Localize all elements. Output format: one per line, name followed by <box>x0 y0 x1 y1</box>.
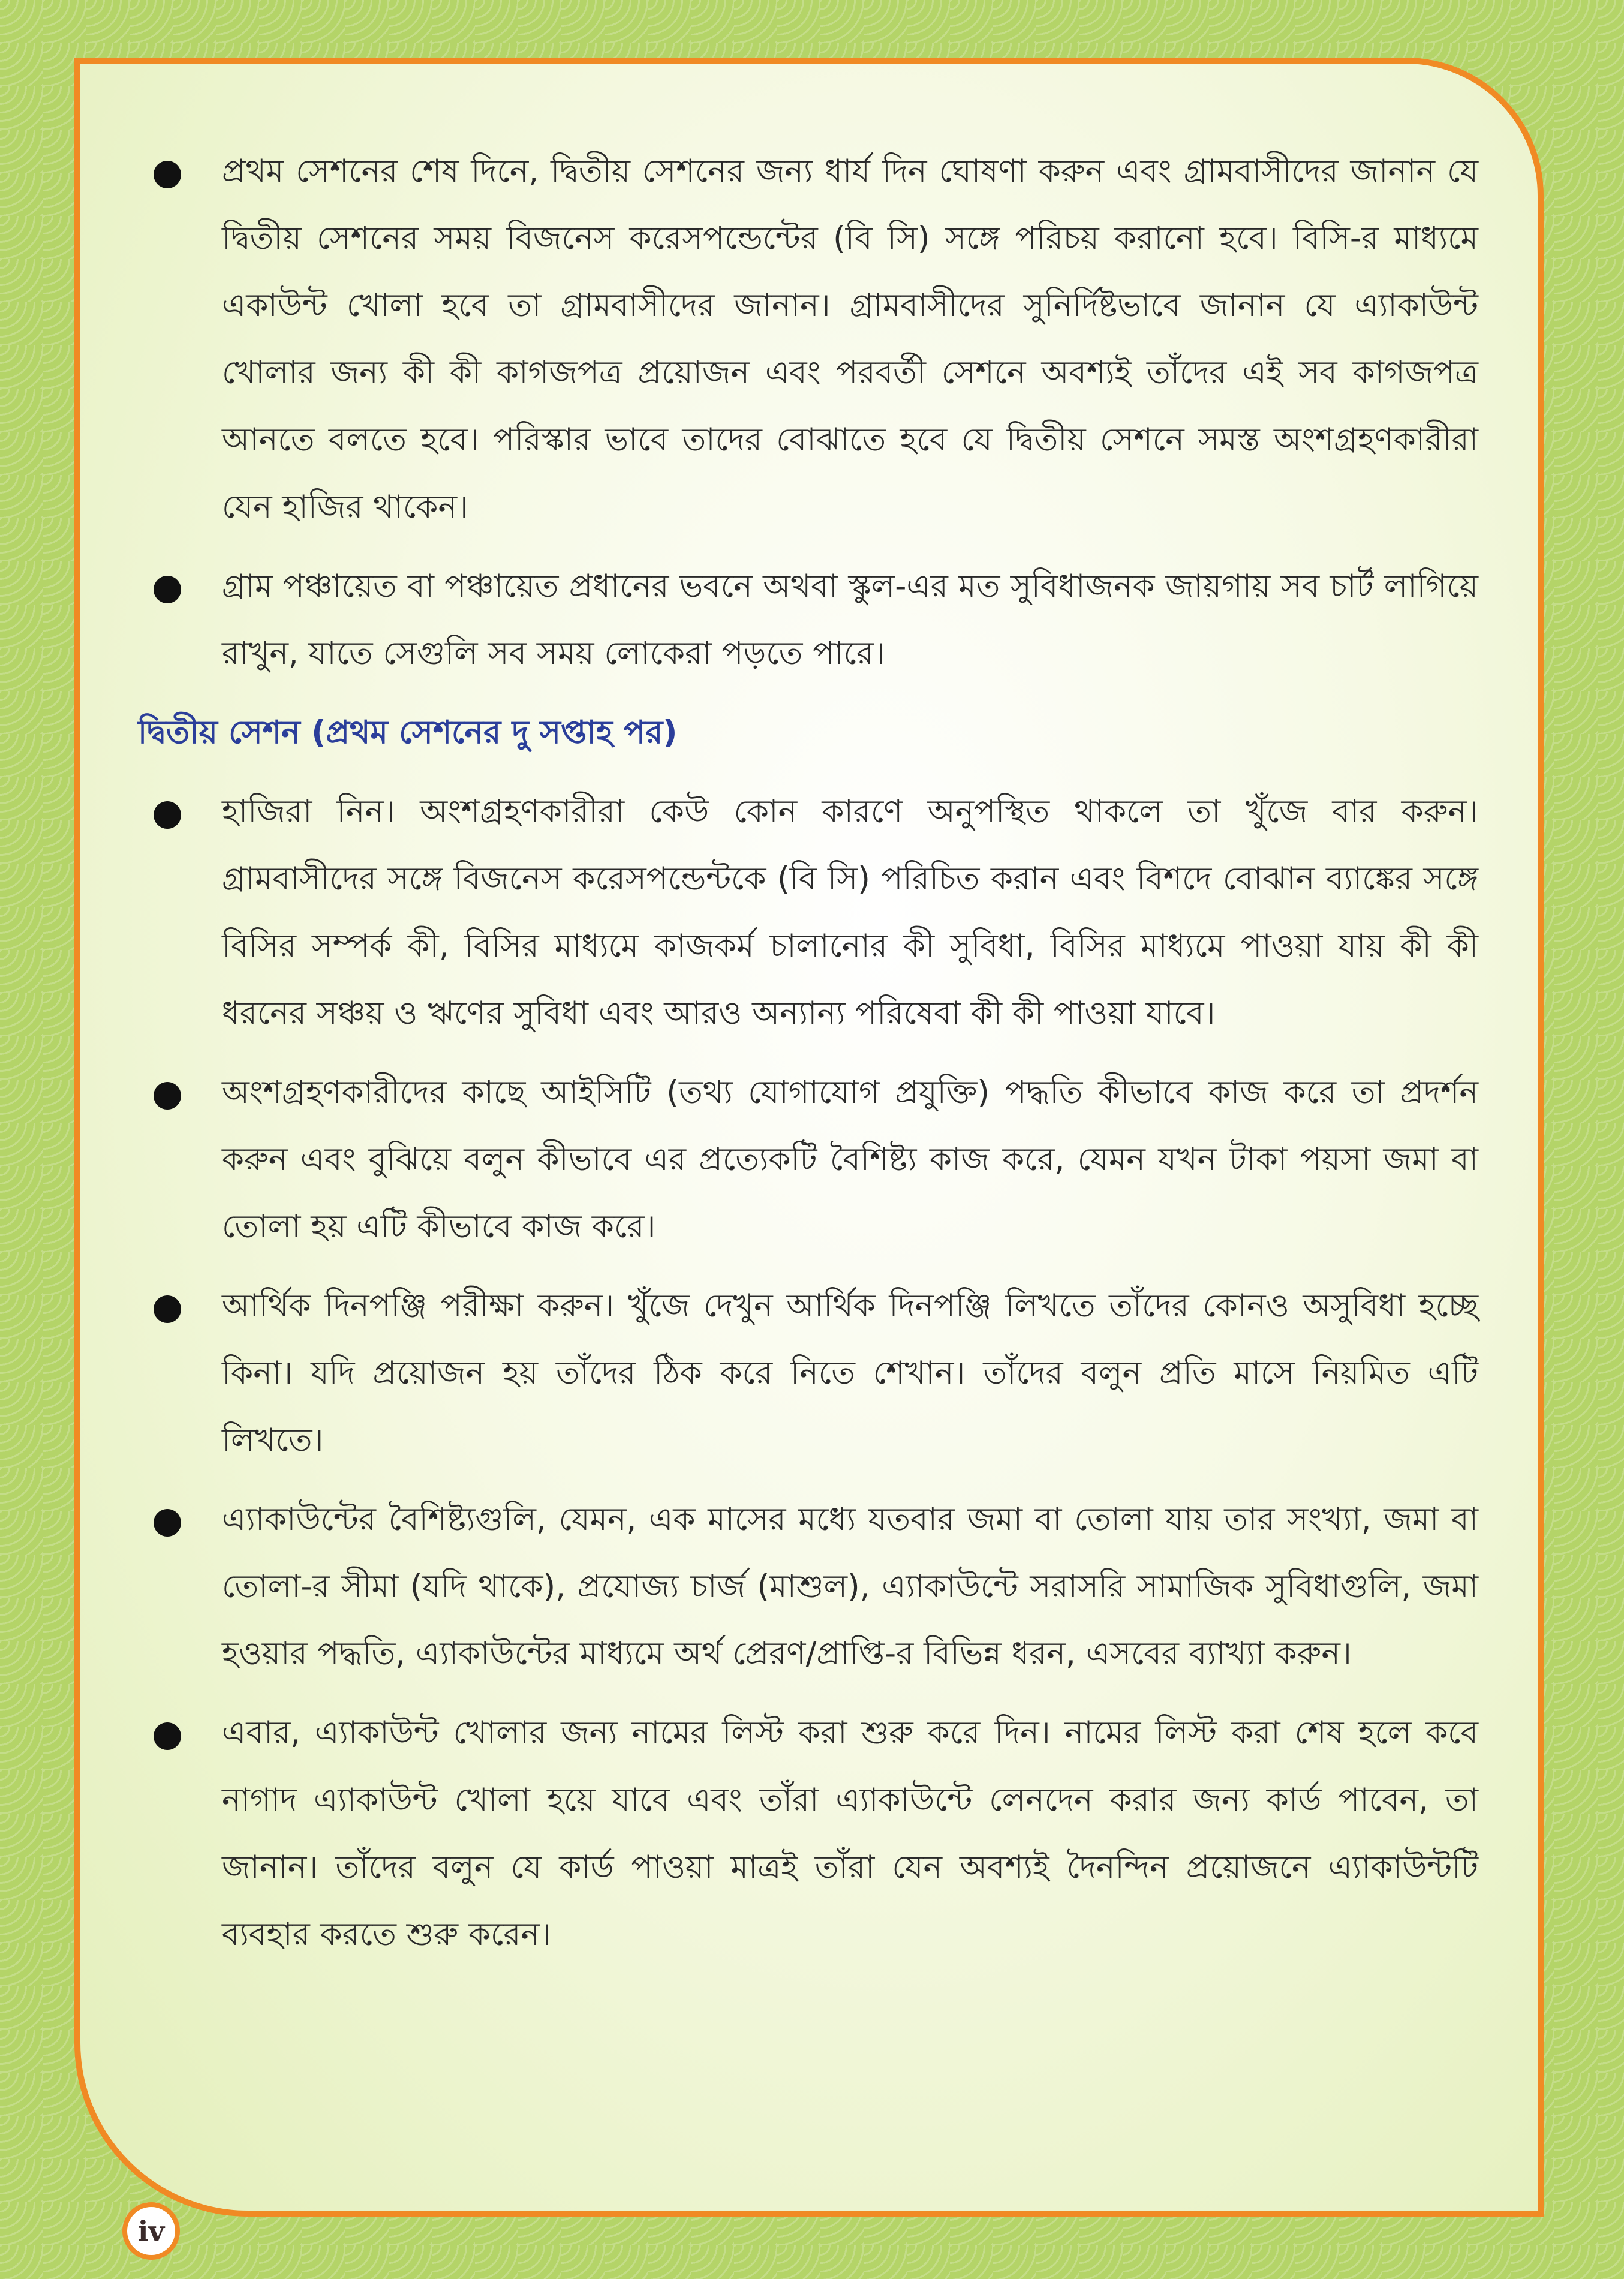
section-heading: দ্বিতীয় সেশন (প্রথম সেশনের দু সপ্তাহ পর) <box>138 714 678 751</box>
bullet-text: এ্যাকাউন্টের বৈশিষ্ট্যগুলি, যেমন, এক মাসের মধ্যে যতবার জমা বা তোলা যায় তার সংখ্যা, জমা বা তোলা-র সীমা (যদি থাকে), প্রযোজ্য চার্জ (মাশুল), এ্যাকাউন্টে সরাসরি সামাজিক সুবিধাগুলি, জমা হওয়ার পদ্ধতি, এ্যাকাউন্টের মাধ্যমে অর্থ প্রেরণ/প্রাপ্তি-র বিভিন্ন ধরন, এসবের ব্যাখ্যা করুন। <box>222 1501 1478 1672</box>
list-item <box>138 1700 1478 1968</box>
bullet-text: হাজিরা নিন। অংশগ্রহণকারীরা কেউ কোন কারণে অনুপস্থিত থাকলে তা খুঁজে বার করুন। গ্রামবাসীদের সঙ্গে বিজনেস করেসপন্ডেন্টকে (বি সি) পরিচিত করান এবং বিশদে বোঝান ব্যাঙ্কের সঙ্গে বিসির সম্পর্ক কী, বিসির মাধ্যমে কাজকর্ম চালানোর কী সুবিধা, বিসির মাধ্যমে পাওয়া যায় কী কী ধরনের সঞ্চয় ও ঋণের সুবিধা এবং আরও অন্যান্য পরিষেবা কী কী পাওয়া যাবে। <box>222 793 1478 1032</box>
bullet-text: প্রথম সেশনের শেষ দিনে, দ্বিতীয় সেশনের জন্য ধার্য দিন ঘোষণা করুন এবং গ্রামবাসীদের জানান যে দ্বিতীয় সেশনের সময় বিজনেস করেসপন্ডেন্টের (বি সি) সঙ্গে পরিচয় করানো হবে। বিসি-র মাধ্যমে একাউন্ট খোলা হবে তা গ্রামবাসীদের জানান। গ্রামবাসীদের সুনির্দিষ্টভাবে জানান যে এ্যাকাউন্ট খোলার জন্য কী কী কাগজপত্র প্রয়োজন এবং পরবর্তী সেশনে অবশ্যই তাঁদের এই সব কাগজপত্র আনতে বলতে হবে। পরিস্কার ভাবে তাদের বোঝাতে হবে যে দ্বিতীয় সেশনে সমস্ত অংশগ্রহণকারীরা যেন হাজির থাকেন। <box>222 153 1478 525</box>
list-item <box>138 778 1478 1047</box>
bullet-icon <box>154 1082 181 1110</box>
list-item <box>138 1273 1478 1474</box>
page-content <box>138 138 1478 1980</box>
bullet-icon <box>154 161 181 188</box>
bullet-icon <box>154 576 181 603</box>
page-number-label: iv <box>137 2215 165 2247</box>
bullet-icon <box>154 801 181 829</box>
bullet-text: আর্থিক দিনপঞ্জি পরীক্ষা করুন। খুঁজে দেখুন আর্থিক দিনপঞ্জি লিখতে তাঁদের কোনও অসুবিধা হচ্ছে কিনা। যদি প্রয়োজন হয় তাঁদের ঠিক করে নিতে শেখান। তাঁদের বলুন প্রতি মাসে নিয়মিত এটি লিখতে। <box>222 1288 1478 1459</box>
list-item <box>138 1059 1478 1261</box>
list-item <box>138 138 1478 541</box>
bullet-icon <box>154 1295 181 1323</box>
list-item <box>138 553 1478 687</box>
page-number <box>122 2202 180 2260</box>
bullet-text: গ্রাম পঞ্চায়েত বা পঞ্চায়েত প্রধানের ভবনে অথবা স্কুল-এর মত সুবিধাজনক জায়গায় সব চার্ট লাগিয়ে রাখুন, যাতে সেগুলি সব সময় লোকেরা পড়তে পারে। <box>222 568 1478 672</box>
bullet-text: অংশগ্রহণকারীদের কাছে আইসিটি (তথ্য যোগাযোগ প্রযুক্তি) পদ্ধতি কীভাবে কাজ করে তা প্রদর্শন করুন এবং বুঝিয়ে বলুন কীভাবে এর প্রত্যেকটি বৈশিষ্ট্য কাজ করে, যেমন যখন টাকা পয়সা জমা বা তোলা হয় এটি কীভাবে কাজ করে। <box>222 1074 1478 1245</box>
bullet-text: এবার, এ্যাকাউন্ট খোলার জন্য নামের লিস্ট করা শুরু করে দিন। নামের লিস্ট করা শেষ হলে কবে নাগাদ এ্যাকাউন্ট খোলা হয়ে যাবে এবং তাঁরা এ্যাকাউন্টে লেনদেন করার জন্য কার্ড পাবেন, তা জানান। তাঁদের বলুন যে কার্ড পাওয়া মাত্রই তাঁরা যেন অবশ্যই দৈনন্দিন প্রয়োজনে এ্যাকাউন্টটি ব্যবহার করতে শুরু করেন। <box>222 1715 1478 1953</box>
list-item <box>138 1486 1478 1688</box>
bullet-icon <box>154 1722 181 1750</box>
bullet-icon <box>154 1509 181 1537</box>
